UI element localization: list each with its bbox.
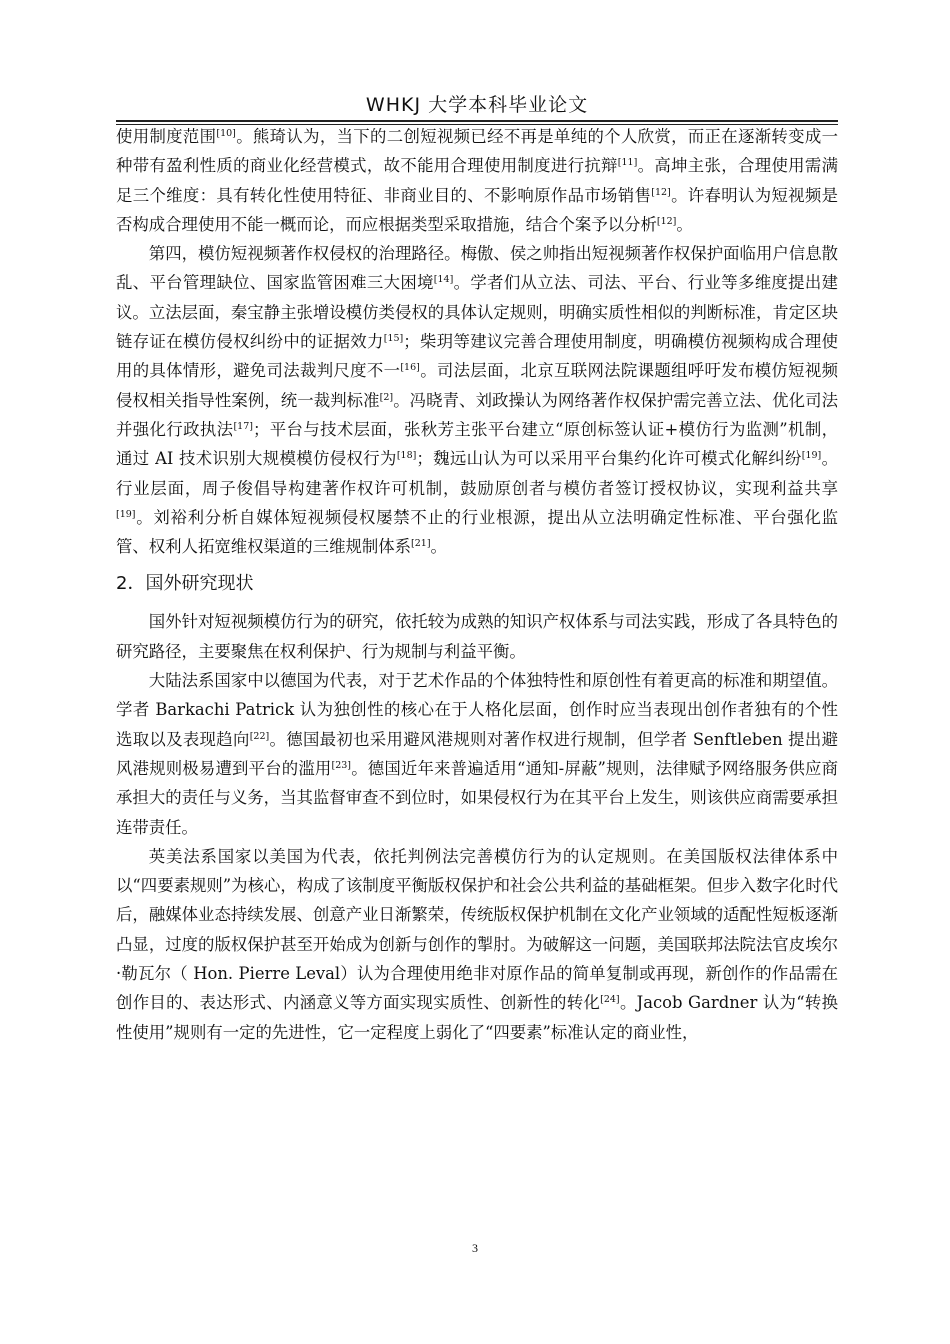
text-run: 。许春明认为短视频是否构成合理使用不能一概而论，而应根据类型采取措施，结合个案予以分析	[116, 185, 839, 234]
text-run: 。德国近年来普遍适用“通知-屏蔽”规则，法律赋予网络服务供应商承担大的责任与义务，当其监督审查不到位时，如果侵权行为在其平台上发生，则该供应商需要承担连带责任。	[116, 758, 839, 837]
text-run: 。Jacob Gardner 认为“转换性使用”规则有一定的先进性，它一定程度上弱化了“四要素”标准认定的商业性，	[116, 993, 839, 1042]
paragraph	[116, 607, 838, 666]
text-run: 。德国最初也采用避风港规则对著作权进行规制，但学者 Senftleben 提出避风港规则极易遭到平台的滥用	[116, 729, 838, 778]
text-run: 。高坤主张，合理使用需满足三个维度：具有转化性使用特征、非商业目的、不影响原作品市场销售	[116, 156, 839, 205]
text-run: 国外针对短视频模仿行为的研究，依托较为成熟的知识产权体系与司法实践，形成了各具特色的研究路径，主要聚焦在权利保护、行为规制与利益平衡。	[116, 612, 838, 661]
citation-marker: [12]	[656, 215, 677, 227]
paragraph	[116, 122, 838, 239]
citation-marker: [12]	[651, 186, 671, 198]
page-number: 3	[472, 1241, 478, 1255]
text-run: 。	[430, 537, 447, 557]
citation-marker: [14]	[433, 274, 454, 286]
section-heading	[116, 570, 838, 598]
page-header: WHKJ 大学本科毕业论文	[365, 94, 589, 116]
citation-marker: [18]	[396, 450, 417, 462]
citation-marker: [21]	[411, 538, 431, 550]
text-run: 2．国外研究现状	[116, 573, 254, 595]
citation-marker: [24]	[600, 994, 620, 1006]
citation-marker: [22]	[249, 730, 270, 742]
citation-marker: [2]	[379, 391, 394, 403]
text-run: ；平台与技术层面，张秋芳主张平台建立“原创标签认证+模仿行为监测”机制，通过 AI 技术识别大规模模仿侵权行为	[116, 419, 838, 469]
citation-marker: [11]	[617, 157, 638, 169]
citation-marker: [10]	[216, 128, 236, 139]
text-run: 。司法层面，北京互联网法院课题组呼吁发布模仿短视频侵权相关指导性案例，统一裁判标准	[116, 361, 839, 410]
citation-marker: [23]	[331, 759, 352, 771]
text-run: 大陆法系国家中以德国为代表，对于艺术作品的个体独特性和原创性有着更高的标准和期望值。学者 Barkachi Patrick 认为独创性的核心在于人格化层面，创作时应当表现出创作者独有的个性选取以及表现趋向	[116, 671, 838, 749]
paragraph	[116, 842, 838, 1047]
text-run: 英美法系国家以美国为代表，依托判例法完善模仿行为的认定规则。在美国版权法律体系中以“四要素规则”为核心，构成了该制度平衡版权保护和社会公共利益的基础框架。但步入数字化时代后，融媒体业态持续发展、创意产业日渐繁荣，传统版权保护机制在文化产业领域的适配性短板逐渐凸显，过度的版权保护甚至开始成为创新与创作的掣肘。为破解这一问题，美国联邦法院法官皮埃尔·勒瓦尔（ Hon. Pierre Leval）认为合理使用绝非对原作品的简单复制或再现，新创作的作品需在创作目的、表达形式、内涵意义等方面实现实质性、创新性的转化	[116, 846, 838, 1013]
citation-marker: [19]	[116, 508, 136, 520]
text-run: 。冯晓青、刘政操认为网络著作权保护需完善立法、优化司法并强化行政执法	[116, 390, 838, 439]
citation-marker: [19]	[801, 450, 822, 462]
text-run: 。行业层面，周子俊倡导构建著作权许可机制，鼓励原创者与模仿者签订授权协议，实现利益共享	[116, 449, 839, 498]
text-run: 使用制度范围	[116, 127, 217, 146]
text-run: 。	[676, 214, 693, 234]
text-run: ；魏远山认为可以采用平台集约化许可模式化解纠纷	[416, 449, 802, 469]
text-run: 第四，模仿短视频著作权侵权的治理路径。梅傲、侯之帅指出短视频著作权保护面临用户信息散乱、平台管理缺位、国家监管困难三大困境	[116, 244, 838, 293]
text-run: 。刘裕利分析自媒体短视频侵权屡禁不止的行业根源，提出从立法明确定性标准、平台强化监管、权利人拓宽维权渠道的三维规制体系	[116, 507, 838, 557]
text-run: 。学者们从立法、司法、平台、行业等多维度提出建议。立法层面，秦宝静主张增设模仿类侵权的具体认定规则，明确实质性相似的判断标准，肯定区块链存证在模仿侵权纠纷中的证据效力	[116, 273, 839, 352]
body-text	[116, 122, 838, 1047]
citation-marker: [15]	[383, 333, 404, 345]
paragraph	[116, 666, 838, 842]
text-run: ；柴玥等建议完善合理使用制度，明确模仿视频构成合理使用的具体情形，避免司法裁判尺度不一	[116, 332, 839, 381]
text-run: 。熊琦认为，当下的二创短视频已经不再是单纯的个人欣赏，而正在逐渐转变成一种带有盈利性质的商业化经营模式，故不能用合理使用制度进行抗辩	[116, 127, 839, 176]
paragraph	[116, 239, 838, 561]
citation-marker: [16]	[400, 362, 420, 374]
citation-marker: [17]	[233, 420, 253, 432]
